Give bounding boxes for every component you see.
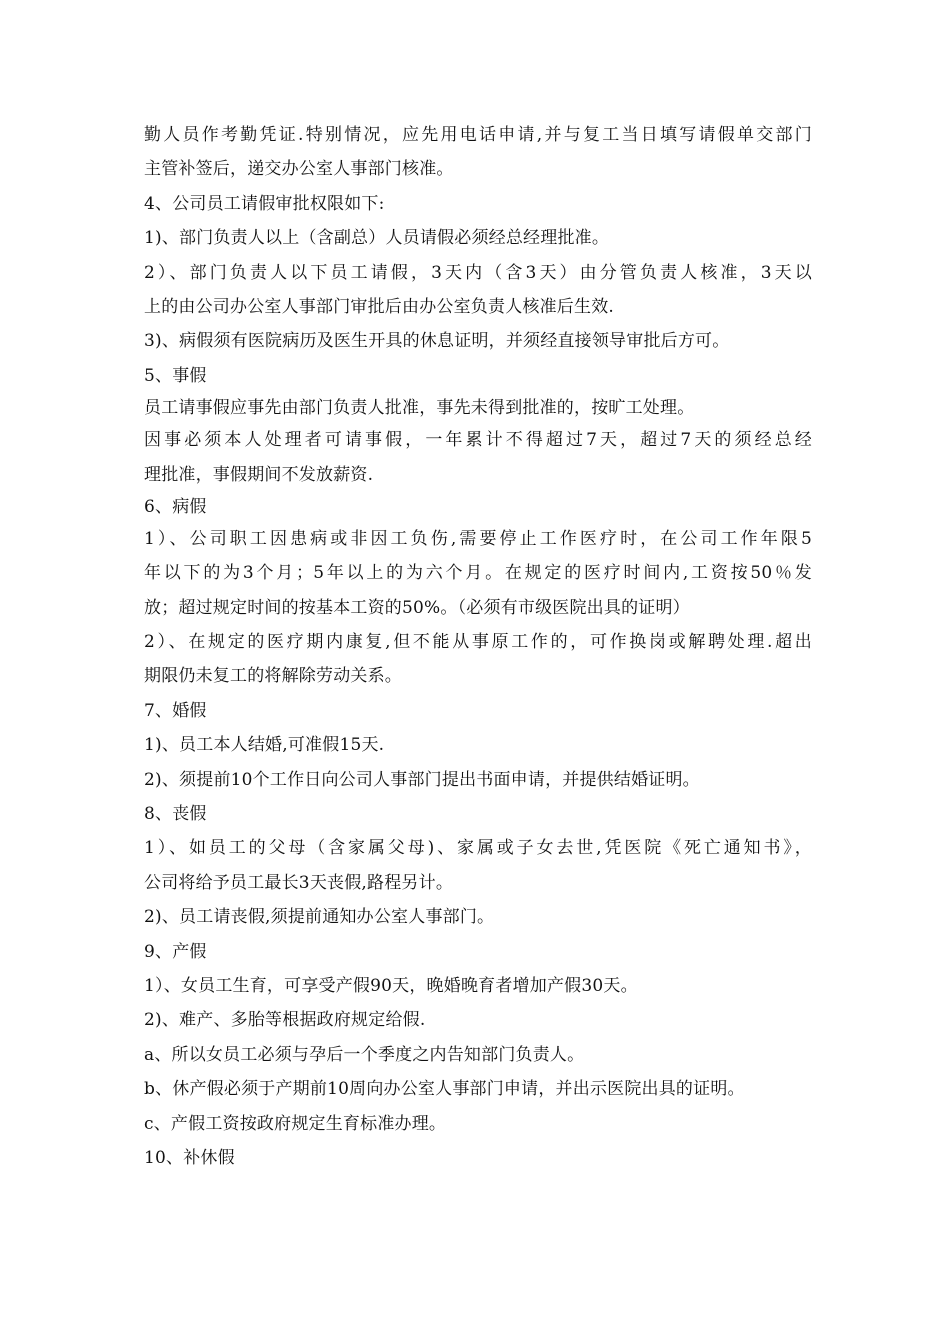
section-heading: 5、事假 bbox=[144, 365, 207, 386]
paragraph-line: 理批准，事假期间不发放薪资. bbox=[144, 464, 374, 485]
section-heading: 7、婚假 bbox=[144, 700, 207, 721]
section-heading: 6、病假 bbox=[144, 496, 207, 517]
paragraph-line: 2）、在规定的医疗期内康复,但不能从事原工作的，可作换岗或解聘处理.超出 bbox=[144, 632, 812, 653]
paragraph-line: 2)、员工请丧假,须提前通知办公室人事部门。 bbox=[144, 907, 495, 928]
paragraph-line: c、产假工资按政府规定生育标准办理。 bbox=[144, 1113, 447, 1134]
paragraph-line: 勤人员作考勤凭证.特别情况，应先用电话申请,并与复工当日填写请假单交部门 bbox=[144, 125, 812, 145]
paragraph-line: 公司将给予员工最长3天丧假,路程另计。 bbox=[144, 872, 454, 893]
paragraph-line: 放；超过规定时间的按基本工资的50%。（必须有市级医院出具的证明） bbox=[144, 597, 690, 618]
paragraph-line: 主管补签后，递交办公室人事部门核准。 bbox=[144, 159, 454, 180]
paragraph-line: 1）、如员工的父母（含家属父母)、家属或子女去世,凭医院《死亡通知书》， bbox=[144, 838, 812, 859]
paragraph-line: 年以下的为3个月；5年以上的为六个月。在规定的医疗时间内,工资按50％发 bbox=[144, 563, 812, 584]
paragraph-line: a、所以女员工必须与孕后一个季度之内告知部门负责人。 bbox=[144, 1044, 585, 1065]
section-heading: 8、丧假 bbox=[144, 804, 207, 825]
paragraph-line: 上的由公司办公室人事部门审批后由办公室负责人核准后生效. bbox=[144, 296, 615, 317]
section-heading: 4、公司员工请假审批权限如下: bbox=[144, 193, 385, 214]
document-body bbox=[144, 118, 812, 1175]
paragraph-line: 1)、员工本人结婚,可准假15天. bbox=[144, 735, 385, 756]
paragraph-line: 员工请事假应事先由部门负责人批准，事先未得到批准的，按旷工处理。 bbox=[144, 398, 695, 419]
paragraph-line: b、休产假必须于产期前10周向办公室人事部门申请，并出示医院出具的证明。 bbox=[144, 1079, 745, 1100]
paragraph-line: 3)、病假须有医院病历及医生开具的休息证明，并须经直接领导审批后方可。 bbox=[144, 331, 730, 352]
paragraph-line: 2)、难产、多胎等根据政府规定给假. bbox=[144, 1010, 426, 1031]
section-heading: 10、补休假 bbox=[144, 1147, 235, 1168]
paragraph-line: 因事必须本人处理者可请事假，一年累计不得超过7天，超过7天的须经总经 bbox=[144, 430, 812, 451]
paragraph-line: 期限仍未复工的将解除劳动关系。 bbox=[144, 666, 402, 687]
section-heading: 9、产假 bbox=[144, 941, 207, 962]
paragraph-line: 2)、须提前10个工作日向公司人事部门提出书面申请，并提供结婚证明。 bbox=[144, 769, 700, 790]
paragraph-line: 2）、部门负责人以下员工请假，3天内（含3天）由分管负责人核准，3天以 bbox=[144, 262, 812, 283]
paragraph-line: 1)、部门负责人以上（含副总）人员请假必须经总经理批准。 bbox=[144, 228, 610, 249]
paragraph-line: 1）、公司职工因患病或非因工负伤,需要停止工作医疗时，在公司工作年限5 bbox=[144, 528, 812, 549]
paragraph-line: 1）、女员工生育，可享受产假90天，晚婚晚育者增加产假30天。 bbox=[144, 975, 638, 996]
